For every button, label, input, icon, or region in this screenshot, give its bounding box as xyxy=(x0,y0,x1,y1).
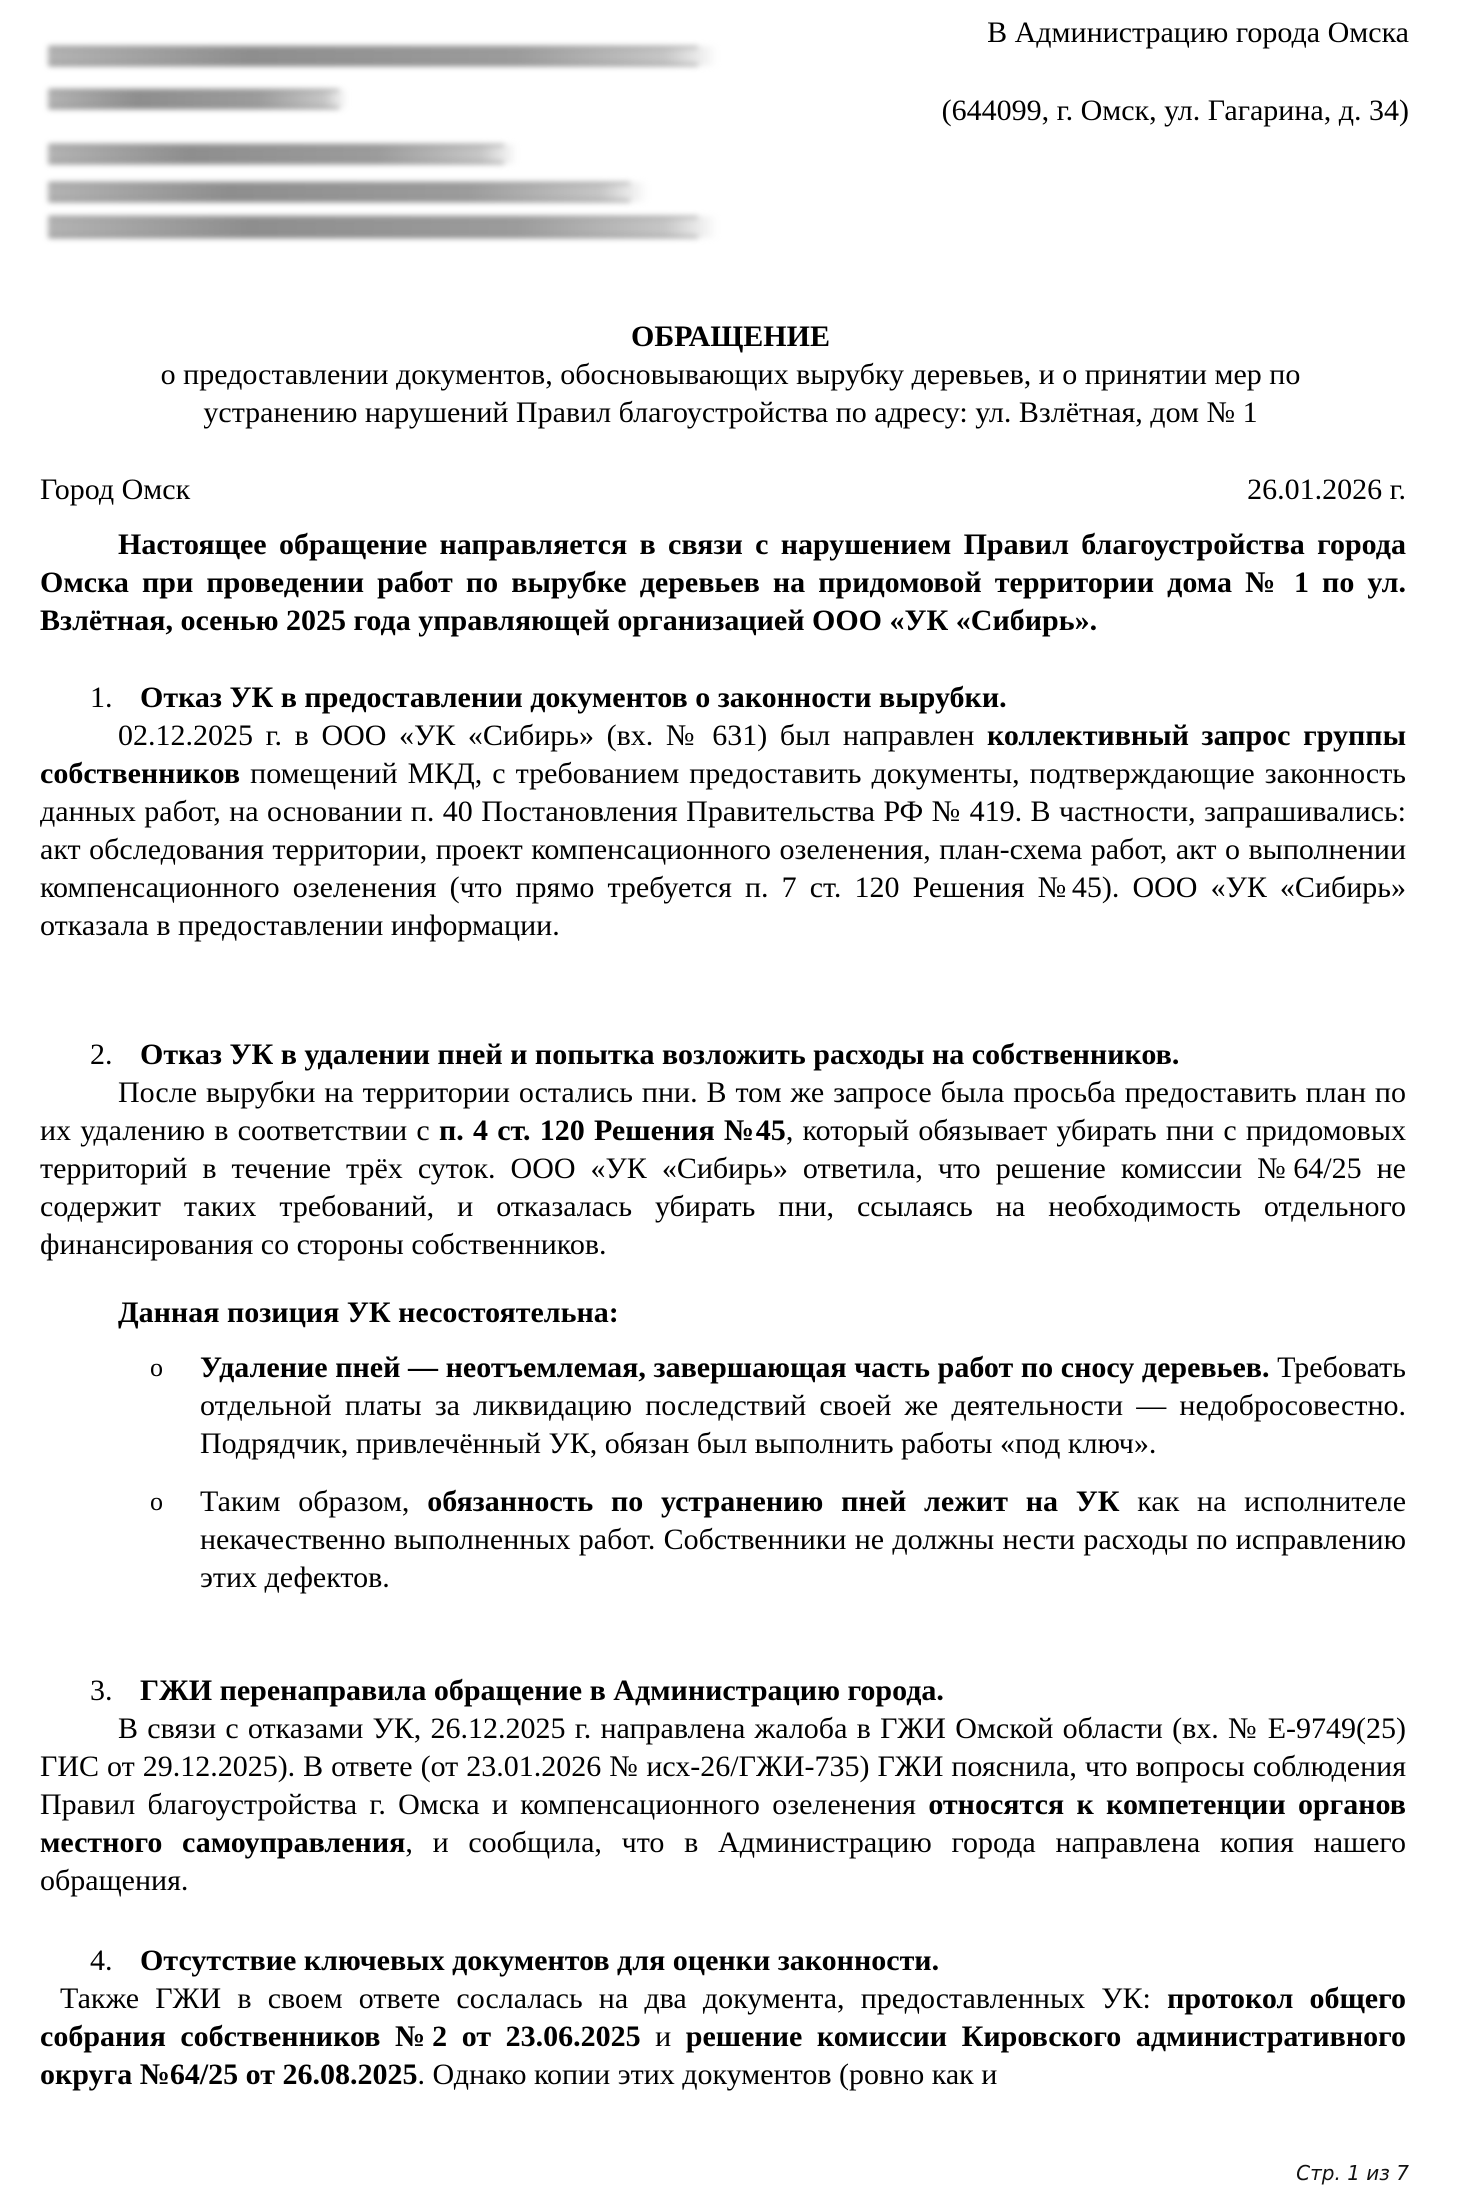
bullet-text xyxy=(200,1483,1406,1597)
section-paragraph xyxy=(40,1074,1406,1264)
section-4 xyxy=(40,1942,1406,2094)
section-heading xyxy=(40,1672,1406,1710)
section-heading xyxy=(40,1036,1406,1074)
document-date: 26.01.2026 г. xyxy=(1247,473,1406,506)
section-title: Отсутствие ключевых документов для оценки законности. xyxy=(140,1944,940,1977)
redacted-line xyxy=(48,46,718,66)
text-run: как на исполнителе некачественно выполненных работ. Собственники не должны нести расходы по исправлению этих дефектов. xyxy=(200,1485,1407,1594)
emphasis-text: относятся к компетенции органов местного самоуправления xyxy=(40,1788,1406,1859)
position-subheading: Данная позиция УК несостоятельна: xyxy=(118,1296,619,1329)
text-run: , который обязывает убирать пни с придомовых территорий в течение трёх суток. ООО «УК «Сибирь» ответила, что решение комиссии №64/25 не содержит таких требований, и отказалась убирать пни, ссылаясь на необходимость отдельного финансирования со стороны собственников. xyxy=(40,1114,1406,1261)
section-paragraph xyxy=(40,717,1406,945)
section-number: 4. xyxy=(90,1944,113,1977)
emphasis-text: обязанность по устранению пней лежит на УК xyxy=(427,1485,1120,1518)
emphasis-text: Удаление пней — неотъемлемая, завершающая часть работ по сносу деревьев. xyxy=(200,1351,1270,1384)
redacted-line xyxy=(48,182,648,202)
city-date-row xyxy=(40,471,1406,509)
text-run: Также ГЖИ в своем ответе сослалась на два документа, предоставленных УК: xyxy=(60,1982,1168,2015)
document-title: ОБРАЩЕНИЕ xyxy=(631,320,830,353)
section-1 xyxy=(40,679,1406,945)
section-title: ГЖИ перенаправила обращение в Администрацию города. xyxy=(140,1674,944,1707)
city: Город Омск xyxy=(40,473,191,506)
section-number: 1. xyxy=(90,681,113,714)
emphasis-text: решение комиссии Кировского административного округа №64/25 от 26.08.2025 xyxy=(40,2020,1406,2091)
section-title: Отказ УК в удалении пней и попытка возложить расходы на собственников. xyxy=(140,1038,1180,1071)
addressee: В Администрацию города Омска xyxy=(987,16,1409,49)
emphasis-text: протокол общего собрания собственников №2 от 23.06.2025 xyxy=(40,1982,1406,2053)
redacted-line xyxy=(48,144,518,164)
bullet-text xyxy=(200,1349,1406,1463)
section-number: 2. xyxy=(90,1038,113,1071)
redacted-line xyxy=(48,89,348,109)
redacted-line xyxy=(48,216,718,238)
circle-bullet-icon: o xyxy=(150,1487,163,1516)
section-paragraph xyxy=(40,1710,1406,1900)
section-heading xyxy=(40,1942,1406,1980)
text-run: Требовать отдельной платы за ликвидацию последствий своей же деятельности — недобросовестно. Подрядчик, привлечённый УК, обязан был выполнить работы «под ключ». xyxy=(200,1351,1406,1460)
page-number: Стр. 1 из 7 xyxy=(1296,2161,1409,2185)
document-subtitle-line-2: устранению нарушений Правил благоустройства по адресу: ул. Взлётная, дом № 1 xyxy=(203,396,1258,429)
emphasis-text: коллективный запрос группы собственников xyxy=(40,719,1406,790)
section-paragraph xyxy=(40,1980,1406,2094)
text-run: После вырубки на территории остались пни. В том же запросе была просьба предоставить план по их удалению в соответствии с xyxy=(40,1076,1406,1147)
text-run: В связи с отказами УК, 26.12.2025 г. направлена жалоба в ГЖИ Омской области (вх. № Е-9749(25) ГИС от 29.12.2025). В ответе (от 23.01.2026 № исх-26/ГЖИ-735) ГЖИ пояснила, что вопросы соблюдения Правил благоустройства г. Омска и компенсационного озеленения xyxy=(40,1712,1406,1821)
bullet-item xyxy=(40,1349,1406,1463)
text-run: и xyxy=(640,2020,686,2053)
section-2 xyxy=(40,1036,1406,1597)
circle-bullet-icon: o xyxy=(150,1353,163,1382)
text-run: помещений МКД, с требованием предоставить документы, подтверждающие законность данных работ, на основании п. 40 Постановления Правительства РФ № 419. В частности, запрашивались: акт обследования территории, проект компенсационного озеленения, план-схема работ, акт о выполнении компенсационного озеленения (что прямо требуется п. 7 ст. 120 Решения №45). ООО «УК «Сибирь» отказала в предоставлении информации. xyxy=(40,757,1406,942)
section-heading xyxy=(40,679,1406,717)
text-run: Таким образом, xyxy=(200,1485,428,1518)
emphasis-text: п. 4 ст. 120 Решения №45 xyxy=(438,1114,786,1147)
section-3 xyxy=(40,1672,1406,1900)
document-subtitle-line-1: о предоставлении документов, обосновывающих вырубку деревьев, и о принятии мер по xyxy=(160,358,1301,391)
text-run: 02.12.2025 г. в ООО «УК «Сибирь» (вх. № 631) был направлен xyxy=(118,719,987,752)
section-number: 3. xyxy=(90,1674,113,1707)
intro-section xyxy=(40,526,1406,640)
intro-paragraph: Настоящее обращение направляется в связи с нарушением Правил благоустройства города Омска при проведении работ по вырубке деревьев на придомовой территории дома № 1 по ул. Взлётная, осенью 2025 года управляющей организацией ООО «УК «Сибирь». xyxy=(40,528,1406,637)
addressee-address: (644099, г. Омск, ул. Гагарина, д. 34) xyxy=(941,94,1409,127)
bullet-item xyxy=(40,1483,1406,1597)
text-run: , и сообщила, что в Администрацию города направлена копия нашего обращения. xyxy=(40,1826,1406,1897)
section-title: Отказ УК в предоставлении документов о законности вырубки. xyxy=(140,681,1007,714)
text-run: . Однако копии этих документов (ровно как и xyxy=(417,2058,998,2091)
